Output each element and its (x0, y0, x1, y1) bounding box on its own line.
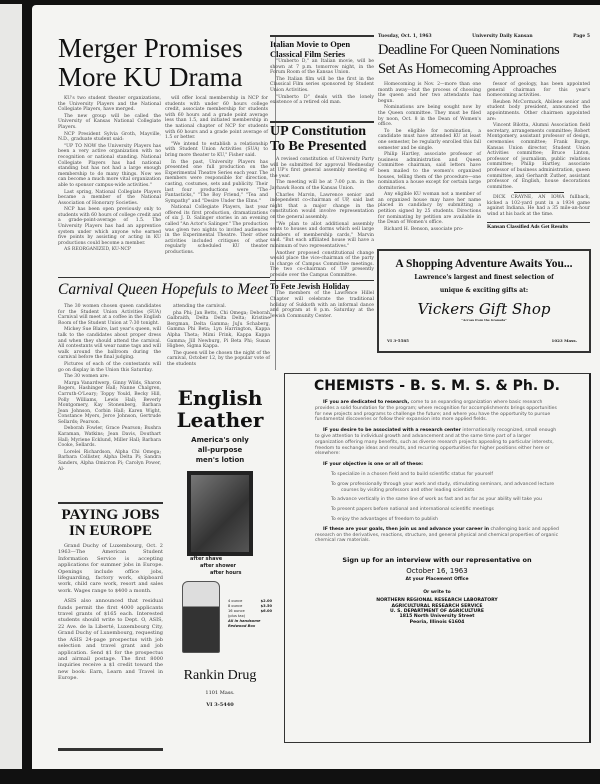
paragraph: Reuben McCormack, Abilene senior and student body president, announced the appointments. Other chairmen appointed are: (487, 99, 590, 122)
paragraph: Marga Vanardwerp, Ginny Wilds, Sharon Rogers, Hashinger Hall; Nanne Chalgren, Carruth-O'Leary; Toppy Yould, Becky Hill, Polly Williams, Lewis Hall; Beverly Montgomery, Kay Stonenberg, Barbara Jean Johnson, Corbin Hall; Karen Wight, Constance Myers, Jerce Johnson, Gertrude Sellards; Pearson. (58, 380, 161, 425)
paragraph: "Umberto D," an Italian movie, will be shown at 7 p.m. tomorrow night, in the Forum Room of the Kansas Union. (270, 59, 374, 76)
headline-line: More KU Drama (58, 62, 243, 92)
price-list (228, 599, 272, 629)
paragraph: Deborah Fowler, Grace Pearson; Bushra Karaman, Watkins; Jean Davis, Douthart Hall; Myriene Ecklund, Miller Hall; Barbara Cooke, Sellards. (58, 426, 161, 449)
paragraph: Philip Hartley, associate professor of business administration and Queen Committee chairman, said letters have been mailed to the women's organized houses, telling them of the procedure—one nomination a house except for certain large dormitories. (378, 152, 481, 191)
filler-item: DICK CRAYNE, AN IOWA fullback, kicked a 102-yard punt in a 1934 game against Indiana. He had a 35 mile-an-hour wind at his back at the time. (487, 195, 590, 218)
price: $2.00 (260, 599, 272, 603)
paragraph: National Collegiate Players, last year offered its first production, dramatizations of six J. D. Salinger stories in an evening called "An Actor's Salinger." The production was given two nights to invited audiences in the Experimental Theatre. Their other activities included critiques of other regularly scheduled KU theater productions. (165, 205, 268, 256)
english-leather-ad (168, 383, 272, 768)
paragraph: Grand Duchy of Luxembourg, Oct. 2 1963—The American Student Information Service is accepting applications for summer jobs in Europe. Openings include office jobs, lifeguarding, factory work, shipboard work, child care work, resort and sales work. Wages range to $400 a month. (58, 543, 163, 594)
store-phone: VI 3-5440 (206, 702, 234, 708)
paragraph: Richard H. Benson, associate pro- (384, 226, 464, 232)
store-address: 1101 Mass. (205, 690, 235, 696)
paper-name: University Daily Kansan (472, 34, 533, 39)
page-number: Page 5 (573, 34, 590, 39)
jobs-ad-headline (58, 507, 163, 539)
paragraph: internationally recognized, small enough to give attention to individual growth and advancement and at the same time part of a larger organization offering many benefits, such as diverse research projects appealing to particular interests, freedom to exchange ideas and results, and recurring opportunities for higher positions either here or elsewhere: (315, 428, 557, 457)
paragraph: NCP President Sylvia Groth, Mayville, N.D., graduate student said: (58, 131, 161, 143)
paragraph: will offer local membership in NCP for students with under 60 hours college credit, associate membership for students with 60 hours and a grade point average less than 1.5, and initiated membership in the national chapter of NCP for students with 60 hours and a grade point average of 1.5 or better. (165, 96, 268, 141)
paragraph: Lorelei Richardson, Alpha Chi Omega; Barbara Collister, Alpha Delta Pi; Sandra Sanders, Alpha Omicron Pi; Carolyn Power, Al- (58, 449, 161, 472)
merger-col-1 (58, 96, 161, 254)
lead-text: IF your objective is one or all of these: (323, 462, 424, 468)
paragraph: Charles Marvin, Lawrence senior and independent co-chairman of UP, said last night that a major change in the constitution would involve representation on the general assembly. (270, 192, 374, 220)
paragraph: come to an expanding organization where basic research provides a solid foundation for the program; where recognition for accomplishments brings opportunities for new projects and programs to challenge the future; and where you have the opportunity to pursue fundamental discoveries or follow their expansion into more applied fields. (315, 400, 557, 423)
size: 4 ounce (228, 599, 243, 603)
size: 8 ounce (228, 604, 243, 608)
headline-line: To Be Presented (270, 139, 367, 154)
queen-col-1 (378, 82, 481, 233)
page-masthead (378, 34, 590, 39)
queen-headline (378, 41, 592, 79)
price: $6.00 (260, 609, 272, 613)
ad-headline: CHEMISTS - B. S. M. S. & Ph. D. (314, 378, 560, 394)
scan-border (0, 769, 600, 784)
carnival-headline: Carnival Queen Hopefuls to Meet (58, 281, 269, 298)
address-line: NORTHERN REGIONAL RESEARCH LABORATORY (376, 598, 498, 604)
tagline: men's lotion (195, 456, 245, 464)
paragraph: In the past, University Players has presented one full production on the Experimental Theatre Series each year. The members were responsible for direction, casting, costumes, sets and publicity. Their last four productions were "The Fantasticks," "The Boy Friend," "Tea and Sympathy" and "Desire Under the Elms." (165, 159, 268, 204)
paragraph: AS REORGANIZED, KU-NCP (64, 247, 132, 253)
address-line: Peoria, Illinois 61604 (409, 619, 465, 625)
paragraph: Any eligible KU woman not a member of an organized house may have her name placed in candidacy by submitting a petition signed by 25 students. Directions for nominating by petition are available in the Dean of Women's office. (378, 192, 481, 226)
objective-item: To present papers before national and international scientific meetings (331, 507, 494, 513)
headline-line: Deadline For Queen Nominations (378, 42, 560, 58)
italian-movie-article (270, 39, 374, 107)
price-note: (plus tax) (228, 614, 246, 618)
price: $3.50 (260, 604, 272, 608)
man-portrait-photo (187, 471, 253, 556)
brand-line: English (177, 386, 263, 410)
issue-date: Tuesday, Oct. 1, 1963 (378, 34, 432, 39)
store-address: 1023 Mass. (551, 338, 577, 343)
paragraph: "Umberto D" deals with the lonely existence of a retired old man. (270, 94, 374, 106)
size: 16 ounce (228, 609, 245, 613)
objective-item: To specialize in a chosen field and to build scientific status for yourself (331, 471, 494, 477)
interview-date: October 16, 1963 (406, 567, 468, 576)
lab-address (285, 598, 589, 625)
ad-line: Lawrence's largest and finest selection of (414, 274, 554, 281)
hillel-headline: To Fete Jewish Holiday (270, 280, 374, 291)
write-to: Or write to (423, 590, 451, 596)
classified-ads-promo: Kansan Classified Ads Get Results (487, 222, 590, 230)
paragraph: pha Phi; Jan Betts, Chi Omega; Deborah Galbraith, Delta Delta Delta; Kristine Bergman, Delta Gamma; JuJu Schaberg, Gamma Phi Beta; Lyn Harrington, Kappa Alpha Theta; Mimi Frink, Kappa Kappa Gamma; Jill Newburg, Pi Beta Phi; Susan Higbee, Sigma Kappa. (167, 310, 270, 350)
lead-text: IF you are dedicated to research, (323, 400, 410, 405)
article-headline: Italian Movie to Open Classical Film Series (270, 39, 351, 59)
adjacent-page-edge (0, 4, 22, 774)
objective-item: To enjoy the advantages of freedom to publish (331, 516, 438, 522)
lotion-bottle-image (182, 581, 220, 653)
paragraph: Homecoming is Nov. 2—more than one month away—but the process of choosing the queen and her two attendants has begun. (378, 82, 481, 104)
headline-line: IN EUROPE (69, 523, 152, 539)
paragraph: NCP has been open previously only to students with 60 hours of college credit and a grade-point-average of 1.5. The University Players has had an apprentice system under which anyone who earned five points by assisting or acting in KU productions could become a member. (58, 207, 161, 246)
store-name: Rankin Drug (183, 668, 257, 683)
headline-line: PAYING JOBS (61, 507, 160, 523)
paragraph: attending the carnival. (173, 304, 227, 309)
use-text: after hours (210, 570, 242, 576)
headline-line: Set As Homecoming Approaches (378, 61, 557, 77)
paragraph: A revised constitution of University Party will be submitted for approval Wednesday at UP's first general assembly meeting of the year. (270, 157, 374, 179)
paragraph: The new group will be called the University of Kansas National Collegiate Players. (58, 113, 161, 130)
address-line: 1815 North University Street (399, 614, 475, 620)
paragraph: Last spring, National Collegiate Players became a member of the National Association of Honorary Societies. (58, 189, 161, 206)
tagline: America's only (191, 436, 249, 444)
queen-col-2 (487, 82, 590, 230)
paragraph: Nominations are being sought now by the Queen committee. They must be filed by noon, Oct. 8 in the Dean of Women's office. (378, 105, 481, 128)
up-constitution-article (270, 124, 374, 320)
objective-item: To grow professionally through your work and study, stimulating seminars, and advanced lecture courses by visiting professors and other leading scientists (331, 481, 555, 493)
chemists-ad (284, 373, 591, 743)
paragraph: The Italian film will be the first in the Classical Film series sponsored by Student Union Activities. (270, 76, 374, 93)
paragraph: Mickey Sue Blaire, last year's queen, will talk to the candidates about proper dress and when they should attend the carnival. All contestants will wear name tags and will walk around the ballroom during the carnival before the final judging. (58, 327, 162, 361)
paragraph: challenging basic and applied research on the derivatives, reactions, structure, and general physical and chemical properties of organic chemical raw materials. (315, 526, 559, 544)
ad-line: unique & exciting gifts at: (439, 287, 529, 294)
address-line: AGRICULTURAL RESEARCH SERVICE (391, 603, 483, 609)
jobs-ad-body (58, 543, 163, 683)
use-text: after shave (190, 556, 223, 562)
paragraph: The queen will be chosen the night of the carnival, October 12, by the popular vote of the students (167, 350, 270, 367)
vickers-gift-shop-ad (377, 249, 591, 353)
paragraph: The members of the Lawrence Hillel Chapter will celebrate the traditional holiday of Sukkoth with an informal dance and program at 8 p.m. Saturday at the Jewish Community Center. (270, 291, 374, 319)
store-tagline: "Across from the Granada" (461, 318, 507, 322)
brand-line: Leather (176, 408, 264, 432)
placement-office: At your Placement Office (405, 577, 469, 583)
store-phone: VI 3-5585 (387, 338, 409, 343)
objective-item: To advance vertically in the same line of work as fast and as far as your ability will take you (331, 497, 542, 503)
paragraph: Another proposed constitutional change would place the vice-chairman of the party in charge of Campus Committee meetings. The two co-chairman of UP presently preside over the Campus Committee. (270, 250, 374, 278)
merger-col-2 (165, 96, 268, 257)
paragraph: KU's two student theater organizations, the University Players and the National Collegiate Players, have merged. (58, 96, 161, 113)
lead-text: IF you desire to be associated with a research center (323, 428, 461, 434)
signup-text: Sign up for an interview with our representative on (342, 556, 532, 565)
paragraph: "We plan to allot additional assembly seats to houses and dorms which sell large numbers of membership cards," Marvin said. "But each affiliated house will have a minimum of two representatives." (270, 221, 374, 249)
paragraph: fessor of geology, has been appointed general chairman for this year's homecoming activities. (487, 82, 590, 99)
paragraph: Pictures of each of the contestants will go on display in the Union this Saturday. (58, 361, 161, 373)
paragraph: The meeting will be at 7:00 p.m. in the Jayhawk Room of the Kansas Union. (270, 180, 374, 191)
paragraph: ASIS also announced that residual funds permit the first 4000 applicants travel grants of $165 each. Interested students should write to Dept. O, ASIS, 22 Ave. de la Liberté, Luxembourg City, Grand Duchy of Luxembourg, requesting the ASIS 24-page prospectus with job selection and travel grant and job application. Send $1 for the prospectus and airmail postage. The first 8000 inquiries receive a $1 credit toward the new book: Earn, Learn and Travel in Europe. (58, 598, 163, 682)
paragraph: To be eligible for nomination, a candidate must have attended KU at least one semester, be regularly enrolled this fall semester and be single. (378, 128, 481, 151)
paragraph: Vincent Bilotta, Alumni Association field secretary, arrangements committee; Robert Montgomery, assistant professor of design, ceremonies committee; Frank Burge, Kansas Union director, Student Union Activities committee; Bruce Linton, professor of journalism, public relations committee; Philip Hartley, associate professor of business administration, queen committee, and Gerhardt Zuther, assistant professor of English, house decorations committee. (487, 123, 590, 190)
box-note: All in handsome Redwood Box (228, 619, 261, 628)
address-line: U. S. DEPARTMENT OF AGRICULTURE (390, 608, 484, 614)
paragraph: The 30 women chosen queen candidates for the Student Union Activities (SUA) Carnival will meet at a coffee in the English Room of the Student Union at 7:30 tonight. (58, 304, 161, 326)
paragraph: "UP TO NOW the University Players has been a very active organization with no recognition or national standing. National Collegiate Players has had national standing but has not had a large enough membership to do many things. Now we can become a much more vital organization able to sponsor campus-wide activities." (58, 143, 161, 188)
merger-headline (58, 34, 268, 92)
headline-line: Merger Promises (58, 33, 243, 63)
store-name: Vickers Gift Shop (417, 300, 551, 318)
carnival-col-2 (167, 304, 270, 369)
lead-text: IF these are your goals, then join us and advance your career in (323, 526, 490, 532)
carnival-col-1 (58, 304, 161, 473)
headline-line: UP Constitution (270, 124, 367, 139)
use-text: after shower (200, 563, 236, 569)
paragraph: The 30 women are: (64, 374, 109, 380)
ad-headline: A Shopping Adventure Awaits You... (395, 258, 573, 270)
tagline: all-purpose (197, 446, 243, 454)
paragraph: "We intend to establish a relationship with Student Union Activities (SUA) to bring more theater to KU," Fisher said. (165, 141, 268, 158)
